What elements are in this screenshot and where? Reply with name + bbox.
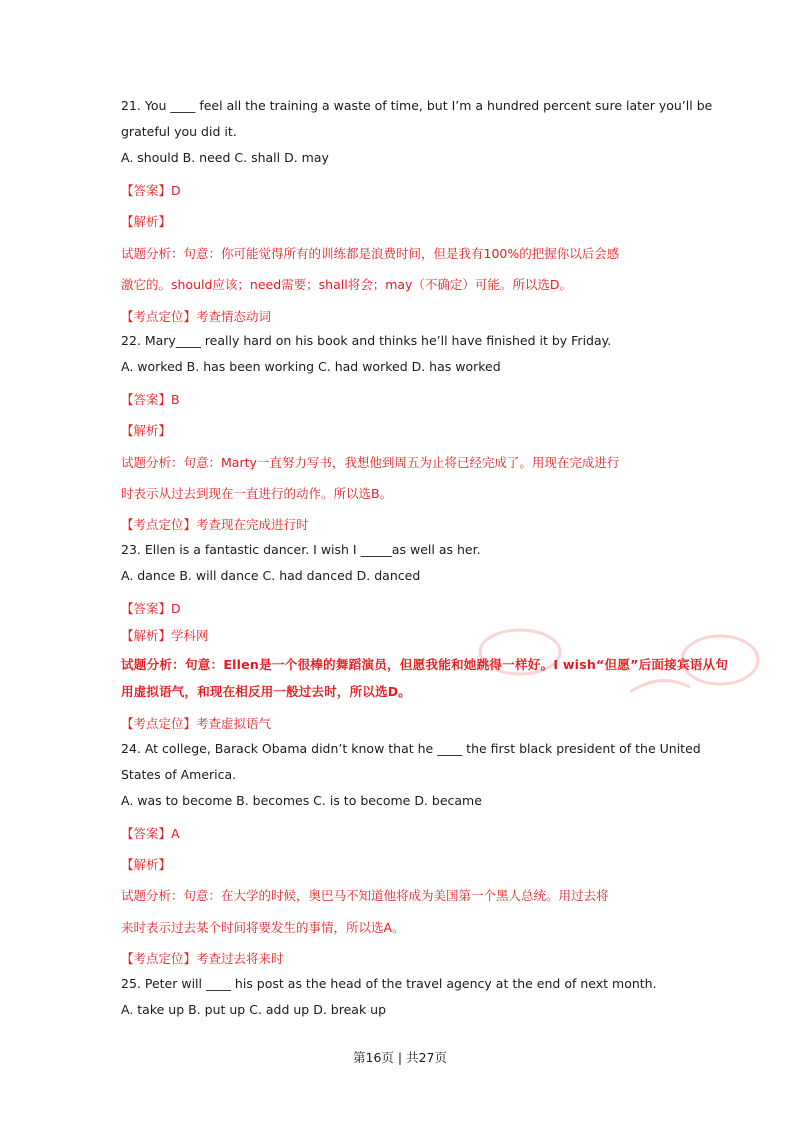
q23-analysis-line1: 试题分析：句意：Ellen是一个很棒的舞蹈演员，但愿我能和她跳得一样好。I wish“但愿”后面接宾语从句: [121, 657, 729, 672]
q23-stem-line1: 23. Ellen is a fantastic dancer. I wish I _____as well as her.: [121, 542, 481, 557]
q24-stem-line2: States of America.: [121, 767, 237, 782]
q24-analysis-line2: 来时表示过去某个时间将要发生的事情，所以选A。: [121, 920, 405, 935]
q21-stem-line2: grateful you did it.: [121, 124, 237, 139]
q23-point: 【考点定位】考查虚拟语气: [121, 716, 272, 731]
q21-stem-line1: 21. You ____ feel all the training a waste of time, but I’m a hundred percent sure later you’ll be: [121, 98, 713, 113]
q25-stem-line1: 25. Peter will ____ his post as the head of the travel agency at the end of next month.: [121, 976, 657, 991]
q24-answer: 【答案】A: [121, 826, 180, 841]
q21-point: 【考点定位】考查情态动词: [121, 309, 272, 324]
q21-answer: 【答案】D: [121, 183, 181, 198]
page-number-footer: 第16页 | 共27页: [353, 1050, 447, 1065]
q21-analysis-line1: 试题分析：句意：你可能觉得所有的训练都是浪费时间，但是我有100%的把握你以后会感: [121, 246, 620, 261]
q24-analysis-line1: 试题分析：句意：在大学的时候，奥巴马不知道他将成为美国第一个黑人总统。用过去将: [121, 888, 609, 903]
q23-answer: 【答案】D: [121, 601, 181, 616]
q24-stem-line1: 24. At college, Barack Obama didn’t know that he ____ the first black president of the United: [121, 741, 701, 756]
q22-analysis-line2: 时表示从过去到现在一直进行的动作。所以选B。: [121, 486, 393, 501]
q21-analysis-label: 【解析】: [121, 214, 172, 229]
watermark-logo: [400, 622, 780, 712]
q24-analysis-label: 【解析】: [121, 857, 172, 872]
q22-point: 【考点定位】考查现在完成进行时: [121, 517, 309, 532]
q24-options: A. was to become B. becomes C. is to become D. became: [121, 793, 482, 808]
q23-analysis-label: 【解析】学科网: [121, 628, 209, 643]
q22-analysis-label: 【解析】: [121, 423, 172, 438]
q22-stem-line1: 22. Mary____ really hard on his book and thinks he’ll have finished it by Friday.: [121, 333, 612, 348]
q25-options: A. take up B. put up C. add up D. break up: [121, 1002, 387, 1017]
q21-options: A. should B. need C. shall D. may: [121, 150, 329, 165]
q24-point: 【考点定位】考查过去将来时: [121, 951, 284, 966]
q23-options: A. dance B. will dance C. had danced D. danced: [121, 568, 421, 583]
q22-analysis-line1: 试题分析：句意：Marty一直努力写书，我想他到周五为止将已经完成了。用现在完成进行: [121, 455, 620, 470]
q23-analysis-line2: 用虚拟语气，和现在相反用一般过去时，所以选D。: [121, 684, 411, 699]
q22-answer: 【答案】B: [121, 392, 180, 407]
q21-analysis-line2: 激它的。should应该；need需要；shall将会；may（不确定）可能。所以选D。: [121, 277, 573, 292]
q22-options: A. worked B. has been working C. had worked D. has worked: [121, 359, 501, 374]
